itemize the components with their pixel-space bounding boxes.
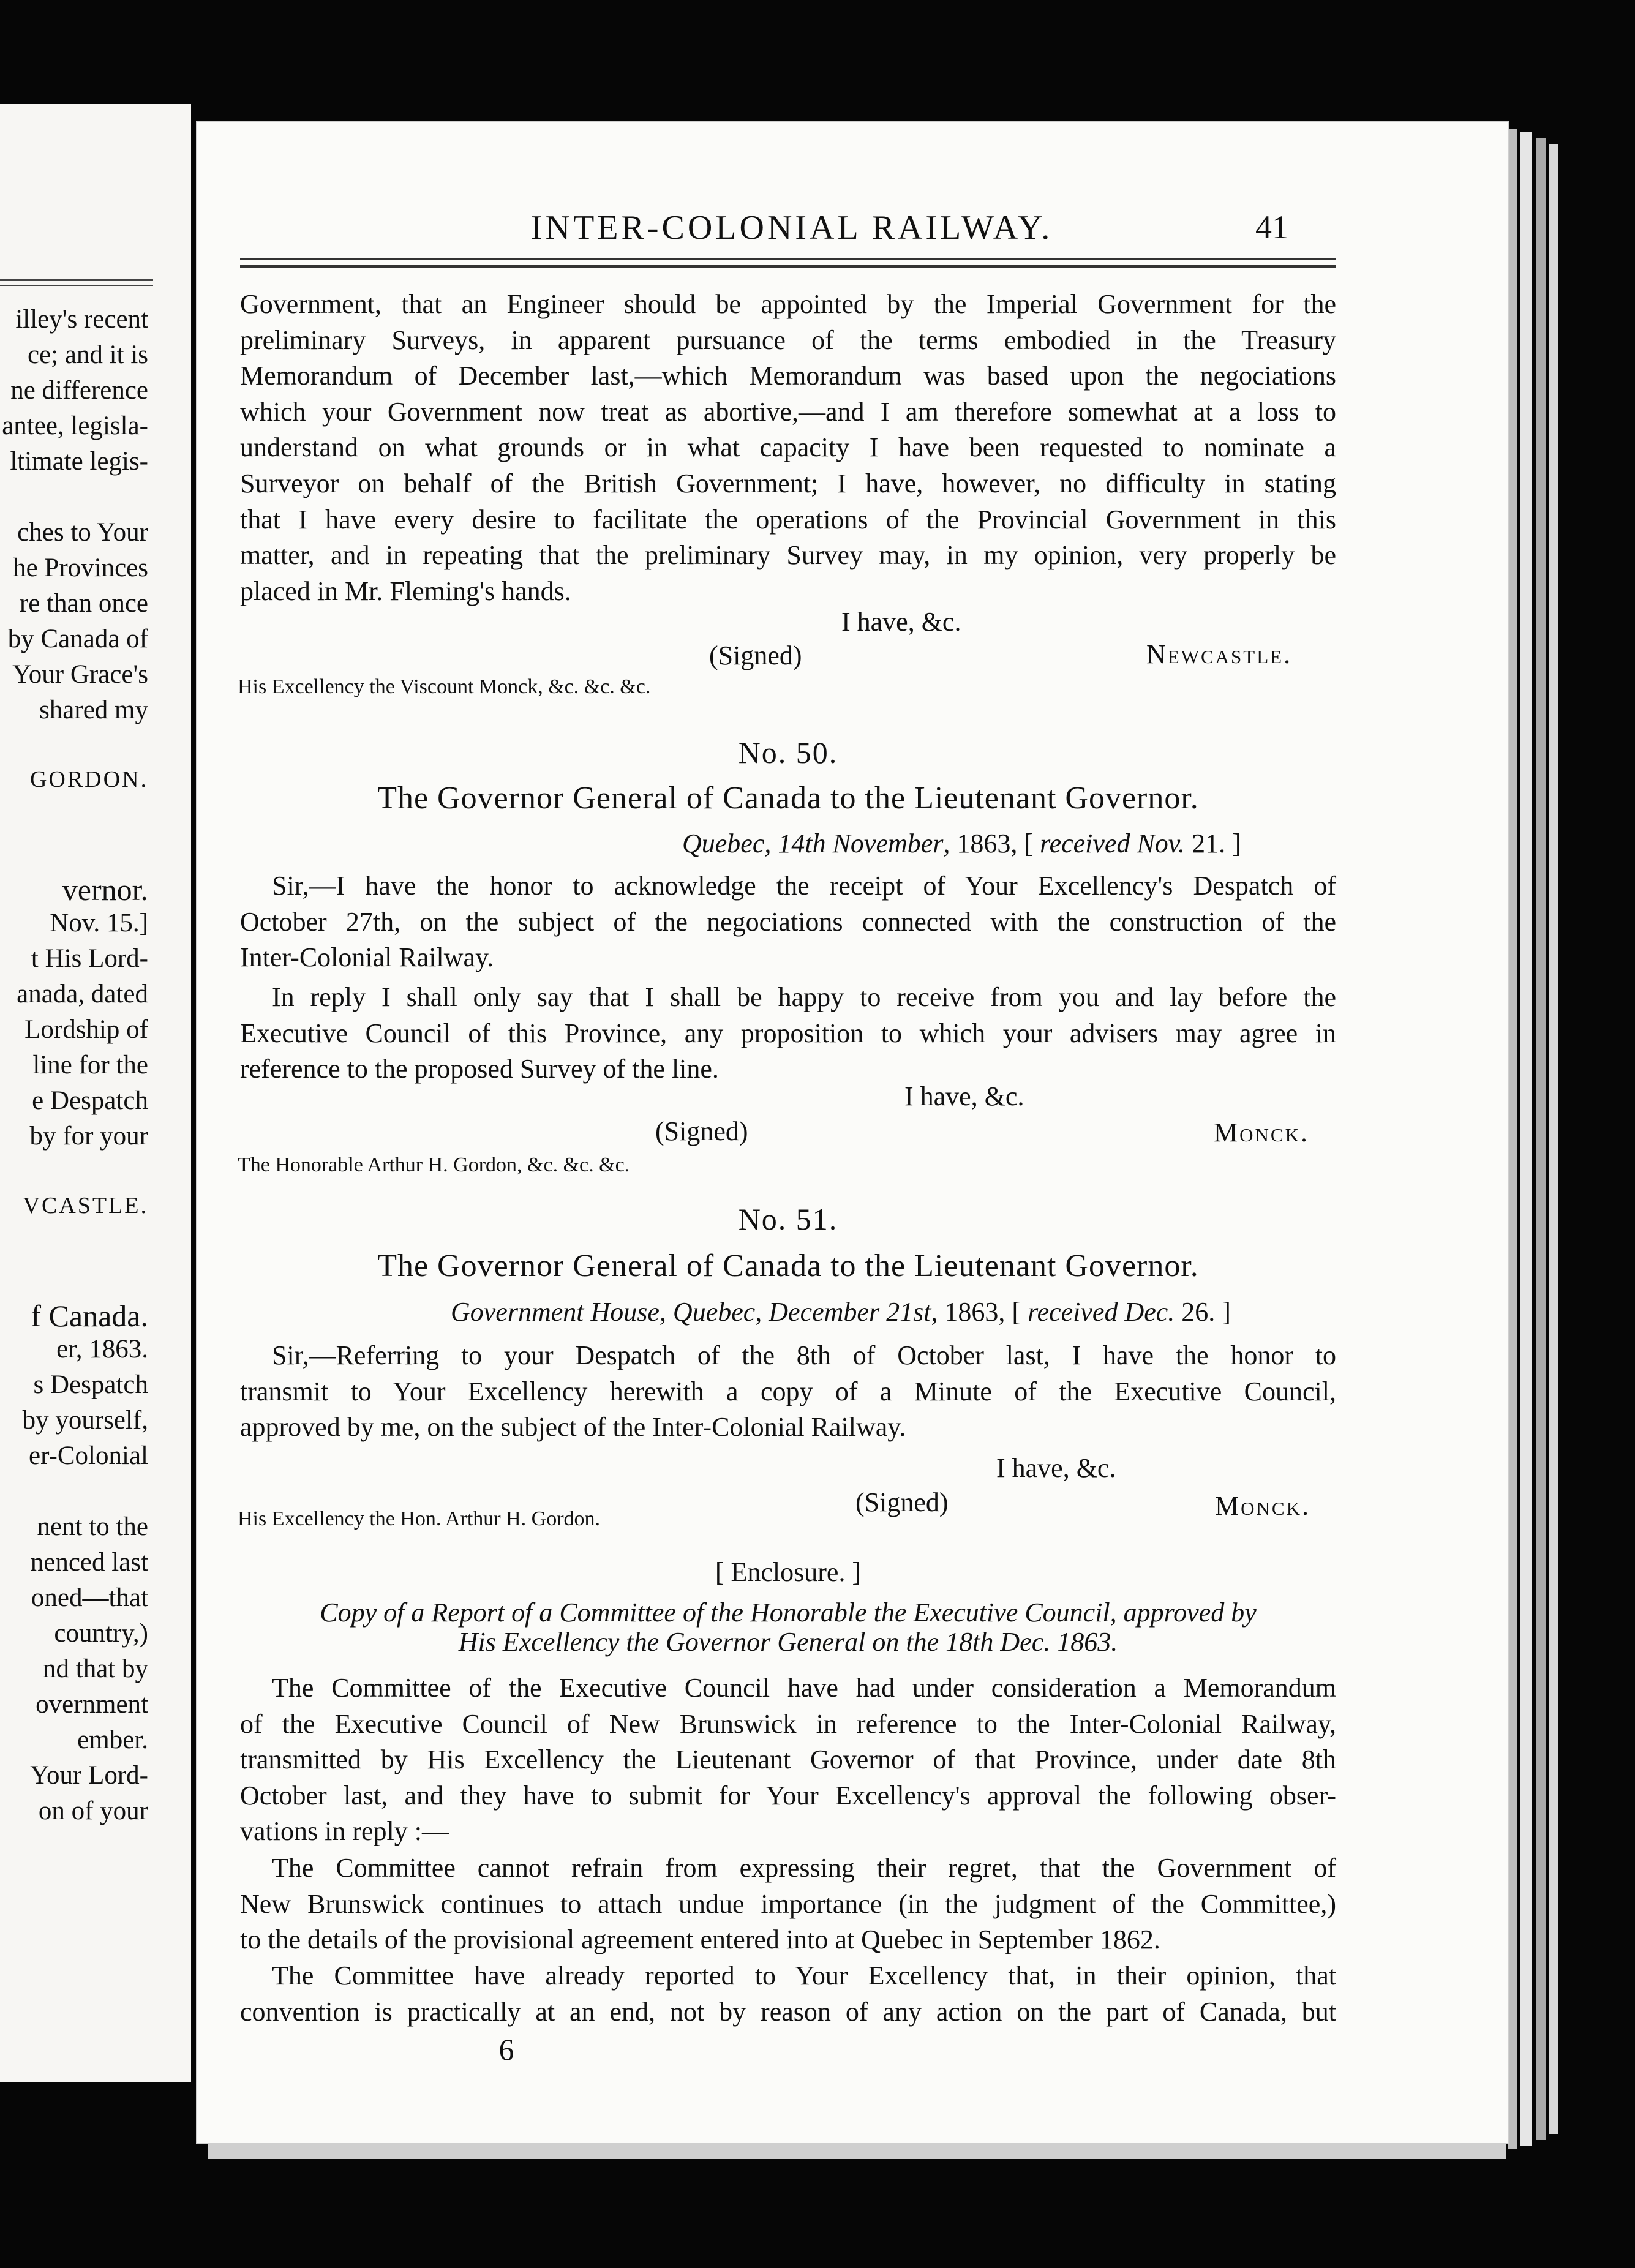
left-page-line: t His Lord- xyxy=(31,944,148,973)
text-line: In reply I shall only say that I shall be happy to receive from you and lay before the xyxy=(272,982,1336,1012)
text-line: which your Government now treat as abortive,—and I am therefore somewhat at a loss to xyxy=(240,396,1336,427)
left-page-line: anada, dated xyxy=(17,980,148,1008)
date-place: Quebec, 14th November xyxy=(682,828,944,858)
despatch-paragraph xyxy=(240,868,1336,976)
left-page-line: vernor. xyxy=(62,873,148,907)
text-line: Government, that an Engineer should be appointed by the Imperial Government for the xyxy=(240,289,1336,319)
text-line: vations in reply :— xyxy=(240,1816,449,1847)
left-page-line: by for your xyxy=(29,1122,148,1151)
date-place: Government House, Quebec, December 21st xyxy=(451,1297,931,1327)
left-page-line: by Canada of xyxy=(7,625,148,653)
text-line: Executive Council of this Province, any proposition to which your advisers may agree in xyxy=(240,1018,1336,1048)
addressee: The Honorable Arthur H. Gordon, &c. &c. &c. xyxy=(238,1154,630,1176)
signed-label: (Signed) xyxy=(655,1116,748,1146)
left-page-line: Nov. 15.] xyxy=(50,909,148,937)
text-line: Memorandum of December last,—which Memorandum was based upon the negociations xyxy=(240,361,1336,391)
left-page-line: ltimate legis- xyxy=(10,447,148,476)
left-page-line: nd that by xyxy=(43,1654,148,1683)
left-page-line: Your Lord- xyxy=(30,1761,148,1790)
left-page-line: illey's recent xyxy=(15,305,148,334)
text-line: October 27th, on the subject of the negociations connected with the construction of the xyxy=(240,906,1336,937)
despatch-number: No. 51. xyxy=(738,1202,838,1236)
text-line: approved by me, on the subject of the Inter-Colonial Railway. xyxy=(240,1412,906,1443)
signatory: Monck. xyxy=(1215,1491,1310,1521)
left-page-line: ce; and it is xyxy=(27,340,148,369)
left-page-line: er-Colonial xyxy=(29,1441,148,1470)
despatch-title: The Governor General of Canada to the Lieutenant Governor. xyxy=(377,781,1199,816)
text-line: New Brunswick continues to attach undue importance (in the judgment of the Committee,) xyxy=(240,1888,1336,1919)
date-year: , 1863, [ xyxy=(931,1297,1021,1327)
text-line: to the details of the provisional agreement entered into at Quebec in September 1862. xyxy=(240,1924,1160,1955)
left-page-line: f Canada. xyxy=(31,1299,148,1333)
despatch-paragraph xyxy=(240,980,1336,1087)
left-page-line: GORDON. xyxy=(29,767,148,792)
left-page-line: country,) xyxy=(54,1619,148,1648)
left-page-line: Your Grace's xyxy=(12,660,148,689)
left-page-line: line for the xyxy=(32,1051,148,1080)
report-paragraph xyxy=(240,1850,1336,1958)
dateline xyxy=(682,828,1241,859)
despatch-title: The Governor General of Canada to the Lieutenant Governor. xyxy=(377,1249,1199,1283)
left-page-line: shared my xyxy=(39,696,148,724)
report-paragraph xyxy=(240,1958,1336,2030)
addressee: His Excellency the Viscount Monck, &c. &c. &c. xyxy=(238,675,651,698)
left-page-line: er, 1863. xyxy=(56,1335,148,1364)
addressee: His Excellency the Hon. Arthur H. Gordon. xyxy=(238,1508,601,1530)
report-paragraph xyxy=(240,1670,1336,1850)
text-line: of the Executive Council of New Brunswick in reference to the Inter-Colonial Railway, xyxy=(240,1708,1336,1739)
enclosure-title: Copy of a Report of a Committee of the Honorable the Executive Council, approved by xyxy=(320,1598,1257,1628)
folio-signature: 6 xyxy=(498,2032,514,2067)
page-number: 41 xyxy=(1255,209,1288,246)
text-line: placed in Mr. Fleming's hands. xyxy=(240,576,571,606)
text-line: transmitted by His Excellency the Lieutenant Governor of that Province, under date 8th xyxy=(240,1744,1336,1775)
text-line: transmit to Your Excellency herewith a copy of a Minute of the Executive Council, xyxy=(240,1376,1336,1406)
page-edge xyxy=(1520,132,1532,2146)
dateline xyxy=(451,1296,1231,1327)
page-edge xyxy=(208,2143,1506,2159)
text-line: Surveyor on behalf of the British Government; I have, however, no difficulty in stating xyxy=(240,468,1336,498)
signatory: Newcastle. xyxy=(1146,639,1293,669)
text-line: The Committee cannot refrain from expressing their regret, that the Government of xyxy=(272,1853,1336,1883)
left-page-line: re than once xyxy=(19,589,148,618)
left-page-line: on of your xyxy=(38,1797,148,1825)
enclosure-title: His Excellency the Governor General on the 18th Dec. 1863. xyxy=(458,1627,1118,1657)
left-page-line: ches to Your xyxy=(17,518,148,547)
enclosure-label: [ Enclosure. ] xyxy=(715,1557,862,1587)
i-have-line: I have, &c. xyxy=(996,1453,1116,1483)
despatch-number: No. 50. xyxy=(738,735,838,770)
text-line: understand on what grounds or in what capacity I have been requested to nominate a xyxy=(240,432,1336,463)
text-line: October last, and they have to submit for Your Excellency's approval the following obser- xyxy=(240,1780,1336,1811)
received-date: received Nov. xyxy=(1040,828,1186,858)
received-day: 21. ] xyxy=(1185,828,1241,858)
left-page-line: antee, legisla- xyxy=(2,411,148,440)
left-page-line: by yourself, xyxy=(22,1406,148,1435)
received-day: 26. ] xyxy=(1175,1297,1231,1327)
left-page-line: he Provinces xyxy=(13,554,148,582)
left-page-line: nenced last xyxy=(30,1548,148,1577)
text-line: that I have every desire to facilitate the operations of the Provincial Government in this xyxy=(240,504,1336,535)
text-line: preliminary Surveys, in apparent pursuance of the terms embodied in the Treasury xyxy=(240,325,1336,355)
left-page-line: s Despatch xyxy=(33,1370,148,1399)
page-edge xyxy=(1536,138,1546,2140)
left-facing-page xyxy=(0,104,191,2082)
header-rule xyxy=(240,258,1336,268)
received-date: received Dec. xyxy=(1028,1297,1175,1327)
signed-label: (Signed) xyxy=(855,1487,949,1517)
signed-label: (Signed) xyxy=(709,640,802,670)
left-page-rule xyxy=(0,279,153,286)
despatch-paragraph xyxy=(240,1338,1336,1446)
left-page-line: VCASTLE. xyxy=(23,1193,148,1218)
page-edge xyxy=(1508,129,1517,2149)
continuation-paragraph xyxy=(240,287,1336,609)
i-have-line: I have, &c. xyxy=(841,607,961,637)
text-line: matter, and in repeating that the preliminary Survey may, in my opinion, very properly be xyxy=(240,540,1336,571)
date-year: , 1863, [ xyxy=(943,828,1034,858)
signatory: Monck. xyxy=(1214,1117,1309,1147)
text-line: Sir,—Referring to your Despatch of the 8th of October last, I have the honor to xyxy=(272,1340,1336,1370)
running-head: INTER-COLONIAL RAILWAY. xyxy=(531,209,1053,247)
text-line: The Committee have already reported to Your Excellency that, in their opinion, that xyxy=(272,1961,1336,1991)
left-page-line: Lordship of xyxy=(24,1015,148,1044)
text-line: convention is practically at an end, not by reason of any action on the part of Canada, but xyxy=(240,1996,1336,2027)
left-page-line: nent to the xyxy=(37,1512,148,1541)
left-page-line: oned—that xyxy=(31,1583,148,1612)
text-line: Inter-Colonial Railway. xyxy=(240,942,494,973)
left-page-line: ne difference xyxy=(10,376,148,405)
left-page-line: e Despatch xyxy=(32,1086,148,1115)
left-page-line: overnment xyxy=(36,1690,148,1719)
left-page-line: ember. xyxy=(77,1725,148,1754)
page-edge xyxy=(1549,144,1558,2134)
text-line: reference to the proposed Survey of the line. xyxy=(240,1054,719,1084)
i-have-line: I have, &c. xyxy=(904,1081,1024,1111)
text-line: The Committee of the Executive Council have had under consideration a Memorandum xyxy=(272,1673,1336,1703)
text-line: Sir,—I have the honor to acknowledge the receipt of Your Excellency's Despatch of xyxy=(272,871,1336,901)
document-page xyxy=(197,122,1508,2143)
